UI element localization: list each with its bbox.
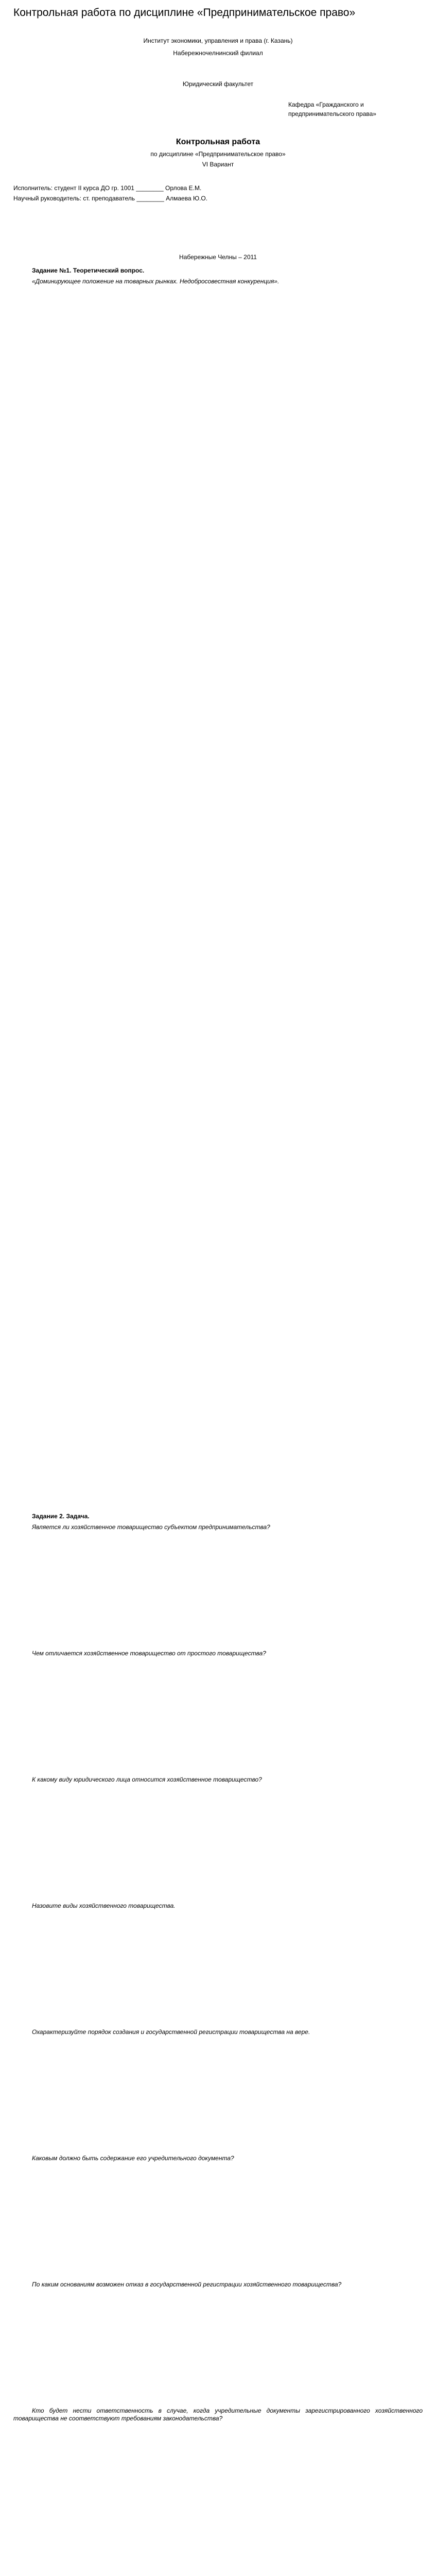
- task-2-question: К какому виду юридического лица относится хозяйственное товарищество?: [32, 1776, 262, 1783]
- task-1-section: [13, 264, 423, 290]
- department-line-1: Кафедра «Гражданского и: [288, 101, 364, 108]
- institute-name: Институт экономики, управления и права (г. Казань): [143, 37, 293, 44]
- performer-line: Исполнитель: студент II курса ДО гр. 1001 ________ Орлова Е.М.: [13, 184, 202, 192]
- task-2-question: Каковым должно быть содержание его учредительного документа?: [32, 2155, 234, 2162]
- task-2-question: Кто будет нести ответственность в случае, когда учредительные документы зарегистрированного хозяйственного товарищества не соответствуют требованиям законодательства?: [13, 2407, 423, 2422]
- task-2-questions: [13, 1523, 423, 2422]
- document-title: Контрольная работа по дисциплине «Предпринимательское право»: [13, 7, 356, 19]
- task-2-question: Назовите виды хозяйственного товарищества.: [32, 1902, 176, 1909]
- city-year-line: Набережные Челны – 2011: [179, 253, 257, 261]
- task-2-question: Чем отличается хозяйственное товарищество от простого товарищества?: [32, 1650, 266, 1657]
- task-1-subheading: «Доминирующее положение на товарных рынках. Недобросовестная конкуренция».: [32, 278, 280, 285]
- faculty-name: Юридический факультет: [182, 80, 254, 88]
- task-2-section: [13, 1510, 423, 2541]
- task-2-question: Охарактеризуйте порядок создания и государственной регистрации товарищества на вере.: [32, 2028, 310, 2036]
- task-2-question: По каким основаниям возможен отказ в государственной регистрации хозяйственного товарищества?: [32, 2281, 342, 2288]
- task-1-heading: Задание №1. Теоретический вопрос.: [32, 267, 145, 274]
- work-type-heading: Контрольная работа: [176, 138, 260, 146]
- supervisor-line: Научный руководитель: ст. преподаватель ________ Алмаева Ю.О.: [13, 195, 208, 202]
- discipline-line: по дисциплине «Предпринимательское право»: [150, 150, 286, 158]
- task-2-question: Является ли хозяйственное товарищество субъектом предпринимательства?: [32, 1523, 270, 1531]
- branch-name: Набережночелнинский филиал: [173, 49, 263, 57]
- department-line-2: предпринимательского права»: [288, 110, 376, 117]
- variant-line: VI Вариант: [202, 161, 234, 168]
- task-2-heading: Задание 2. Задача.: [32, 1513, 90, 1520]
